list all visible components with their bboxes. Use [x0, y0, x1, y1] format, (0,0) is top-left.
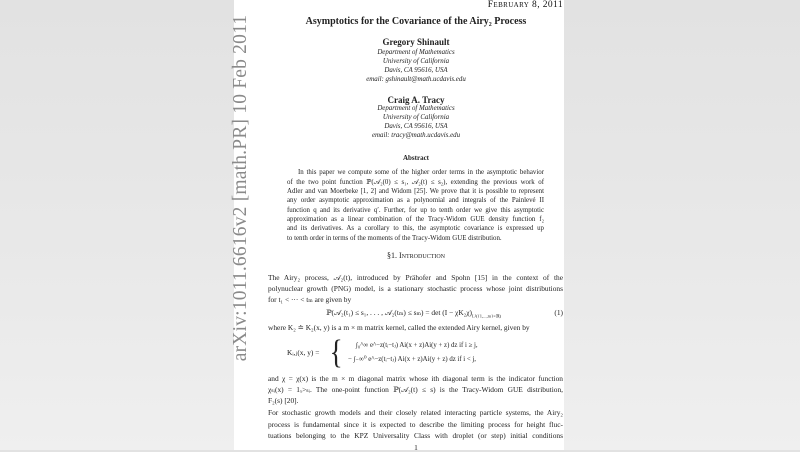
abstract-line: In this paper we compute some of the higher order terms in the asymptotic behavior [298, 169, 544, 176]
section-heading: §1. Introduction [387, 251, 445, 260]
paper-title: Asymptotics for the Covariance of the Airy₂ Process [305, 16, 527, 27]
body-line: χₛᵢ(x) = 1ₓ>ₛᵢ. The one-point function ℙ(𝒜₂(t) ≤ s) is the Tracy-Widom GUE distribution, [268, 385, 563, 394]
body-line: polynuclear growth (PNG) model, is a stationary stochastic process whose joint distributions [268, 284, 563, 293]
abstract-line: to tenth order in terms of the moments of the Tracy-Widom GUE distribution. [287, 234, 502, 242]
author-univ: University of California [382, 58, 450, 65]
body-line: For stochastic growth models and their closely related interacting particle systems, the Airy₂ [268, 408, 563, 417]
abstract-line: approximation as a linear combination of the Tracy-Widom GUE density function f₂ [287, 216, 544, 223]
abstract-line: and its derivatives. As a corollary to this, the asymptotic covariance is expressed up [287, 225, 544, 233]
equation-1-number: (1) [554, 308, 563, 317]
author-address: Davis, CA 95616, USA [384, 67, 448, 74]
abstract-line: function q and its derivative q′. Further, for up to tenth order we give this asymptotic [287, 206, 544, 214]
body-line: process is fundamental since it is expected to describe the limiting process for height fluc- [268, 420, 563, 429]
body-line: The Airy₂ process, 𝒜₂(t), introduced by Prähofer and Spohn [15] in the context of the [268, 273, 563, 282]
author-name: Craig A. Tracy [387, 95, 445, 105]
arxiv-stamp: arXiv:1011.6616v2 [math.PR] 10 Feb 2011 [230, 14, 251, 362]
author-email: email: gshinault@math.ucdavis.edu [366, 76, 466, 83]
abstract-line: of the two point function ℙ(𝒜₂(0) ≤ s₁, 𝒜₂(t) ≤ s₂), extending the previous work of [287, 179, 544, 187]
kernel-lhs: Kᵢ,ⱼ(x, y) = [287, 348, 320, 357]
body-line: and χ = χ(x) is the m × m diagonal matrix whose ith diagonal term is the indicator function [268, 374, 563, 383]
kernel-case-2: − ∫₋∞⁰ e^−z(tᵢ−tⱼ) Ai(x + z)Ai(y + z) dz if i < j, [348, 356, 476, 363]
equation-1 [326, 308, 501, 319]
body-line: where K₂ ≐ K₂(x, y) is a m × m matrix kernel, called the extended Airy kernel, given by [268, 323, 530, 332]
author-dept: Department of Mathematics [377, 105, 455, 112]
body-line: F₂(s) [20]. [268, 396, 299, 405]
author-address: Davis, CA 95616, USA [384, 123, 448, 130]
author-name: Gregory Shinault [382, 37, 450, 47]
equation-1-subscript: L²({1,...,m}×ℝ) [471, 313, 502, 319]
body-line: tuations belonging to the KPZ Universality Class with droplet (or step) initial conditions [268, 431, 563, 440]
body-line: for t₁ < ··· < tₘ are given by [268, 295, 352, 304]
abstract-line: Adler and van Moerbeke [1, 2] and Widom [25]. We prove that it is possible to represent [287, 187, 544, 195]
kernel-case-1: ∫₀^∞ e^−z(tᵢ−tⱼ) Ai(x + z)Ai(y + z) dz if i ≥ j, [356, 342, 478, 349]
page-number: 1 [414, 443, 418, 452]
paper-date: February 8, 2011 [487, 0, 563, 10]
author-email: email: tracy@math.ucdavis.edu [371, 132, 461, 139]
equation-1-body: ℙ(𝒜₂(t₁) ≤ s₁, . . . , 𝒜₂(tₘ) ≤ sₘ) = det (I − χK₂χ) [326, 308, 472, 317]
kernel-brace: { [329, 334, 343, 371]
abstract-line: any order asymptotic approximation as a polynomial and integrals of the Painlevé II [287, 197, 544, 205]
abstract-heading: Abstract [402, 154, 430, 162]
author-dept: Department of Mathematics [377, 49, 455, 56]
author-univ: University of California [382, 114, 450, 121]
